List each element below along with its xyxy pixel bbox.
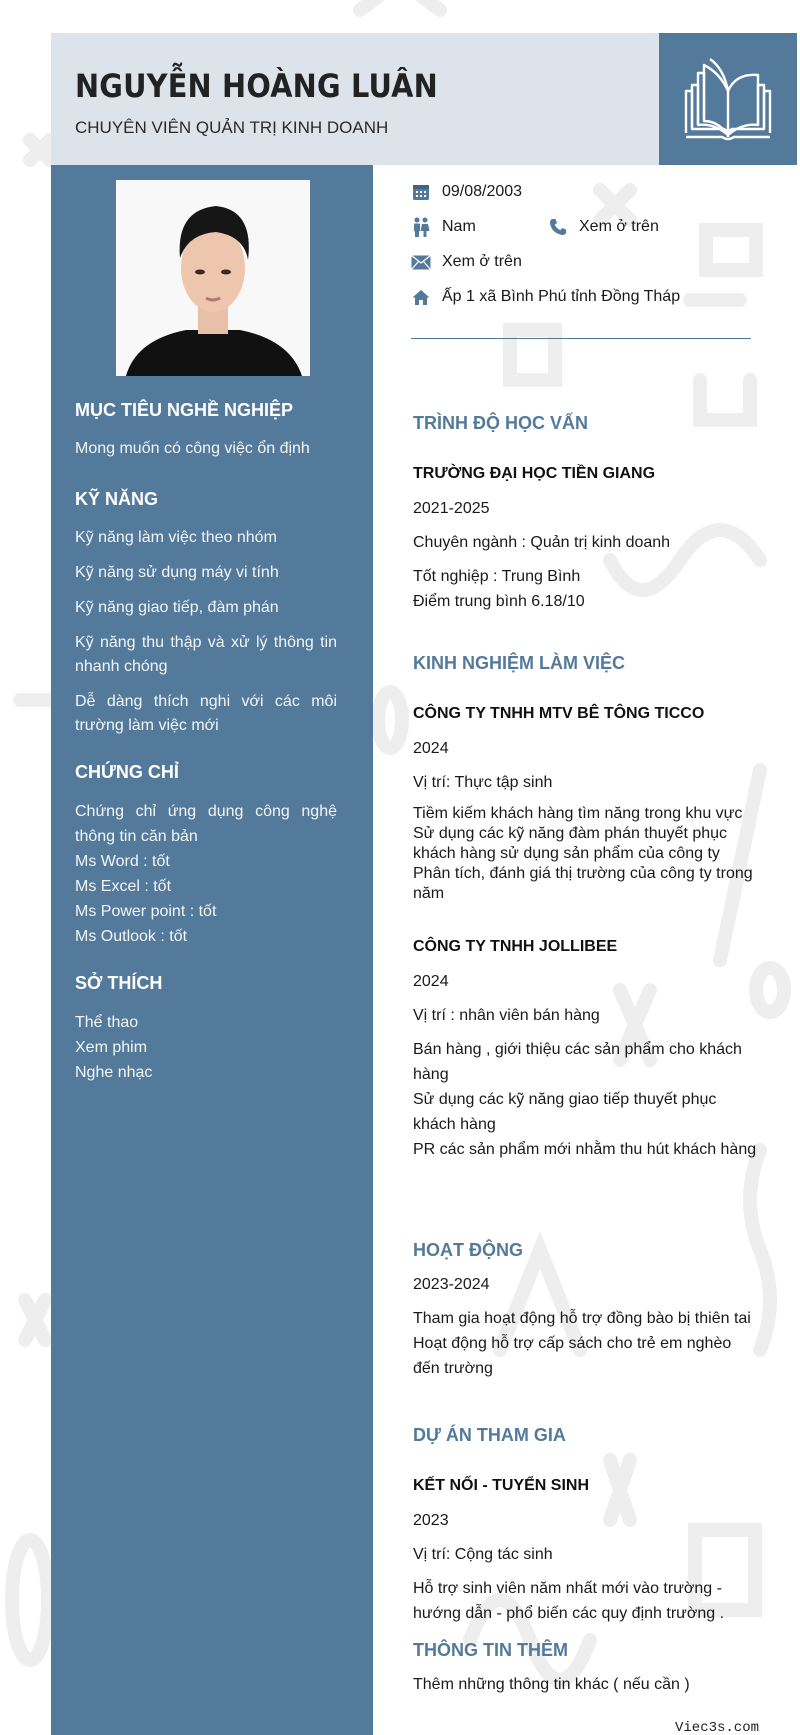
hobby-line: Nghe nhạc — [75, 1064, 153, 1081]
education-major: Chuyên ngành : Quản trị kinh doanh — [413, 534, 671, 551]
projects-title: DỰ ÁN THAM GIA — [413, 1425, 566, 1445]
header-icon-box — [659, 33, 797, 165]
objective-section — [75, 400, 337, 472]
certificates-title: CHỨNG CHỈ — [75, 762, 179, 782]
certificate-line: Ms Excel : tốt — [75, 878, 172, 895]
phone-value: Xem ở trên — [579, 218, 659, 235]
additional-section — [413, 1640, 758, 1697]
phone-icon — [547, 217, 569, 237]
email-value: Xem ở trên — [442, 253, 522, 270]
job-position: Vị trí : nhân viên bán hàng — [413, 1007, 600, 1024]
activities-section — [413, 1240, 758, 1381]
job-duty: Sử dụng các kỹ năng đàm phán thuyết phục khách hàng sử dụng sản phẩm của công ty — [413, 825, 728, 862]
skill-item: Kỹ năng làm việc theo nhóm — [75, 529, 277, 546]
contact-email — [410, 252, 522, 272]
watermark: Viec3s.com — [675, 1720, 760, 1735]
projects-section — [413, 1425, 758, 1626]
cv-header — [51, 33, 659, 165]
contact-gender — [410, 217, 476, 237]
skill-item: Kỹ năng thu thập và xử lý thông tin nhanh chóng — [75, 634, 337, 675]
additional-text: Thêm những thông tin khác ( nếu cần ) — [413, 1676, 690, 1693]
objective-text: Mong muốn có công việc ổn định — [75, 440, 310, 457]
contact-phone — [547, 217, 659, 237]
certificate-line: Ms Power point : tốt — [75, 903, 217, 920]
contact-divider — [411, 338, 751, 339]
hobby-line: Thể thao — [75, 1014, 139, 1031]
project-name: KẾT NỐI - TUYỂN SINH — [413, 1477, 590, 1494]
activity-item: Tham gia hoạt động hỗ trợ đồng bào bị thiên tai — [413, 1310, 751, 1327]
job-duty: Phân tích, đánh giá thị trường của công ty trong năm — [413, 865, 753, 902]
birthday-value: 09/08/2003 — [442, 183, 523, 200]
contact-birthday — [410, 182, 522, 202]
job-duty: PR các sản phẩm mới nhằm thu hút khách hàng — [413, 1141, 757, 1158]
education-gpa: Điểm trung bình 6.18/10 — [413, 593, 585, 610]
additional-title: THÔNG TIN THÊM — [413, 1640, 568, 1660]
hobby-line: Xem phim — [75, 1039, 148, 1056]
objective-title: MỤC TIÊU NGHỀ NGHIỆP — [75, 400, 294, 420]
school-name: TRƯỜNG ĐẠI HỌC TIỀN GIANG — [413, 465, 656, 482]
job-duty: Sử dụng các kỹ năng giao tiếp thuyết phục khách hàng — [413, 1091, 717, 1133]
skill-item: Kỹ năng giao tiếp, đàm phán — [75, 599, 279, 616]
sidebar — [51, 165, 373, 1735]
education-period: 2021-2025 — [413, 500, 490, 517]
education-section — [413, 413, 758, 614]
experience-title: KINH NGHIỆM LÀM VIỆC — [413, 653, 626, 673]
job-duty: Bán hàng , giới thiệu các sản phẩm cho khách hàng — [413, 1041, 742, 1083]
hobbies-section — [75, 973, 337, 1085]
project-description: Hỗ trợ sinh viên năm nhất mới vào trường - hướng dẫn - phổ biến các quy định trường . — [413, 1580, 725, 1622]
company-name: CÔNG TY TNHH MTV BÊ TÔNG TICCO — [413, 705, 705, 722]
job-year: 2024 — [413, 973, 449, 990]
hobbies-title: SỞ THÍCH — [75, 973, 163, 993]
activity-item: Hoạt động hỗ trợ cấp sách cho trẻ em nghèo đến trường — [413, 1335, 732, 1377]
certificates-section — [75, 762, 337, 949]
calendar-icon — [410, 182, 432, 202]
contact-address — [410, 287, 680, 307]
candidate-name: NGUYỄN HOÀNG LUÂN — [75, 67, 438, 105]
skill-item: Dễ dàng thích nghi với các môi trường làm việc mới — [75, 693, 337, 734]
project-year: 2023 — [413, 1512, 449, 1529]
education-graduation: Tốt nghiệp : Trung Bình — [413, 568, 581, 585]
job-position: Vị trí: Thực tập sinh — [413, 774, 553, 791]
home-icon — [410, 287, 432, 307]
job-title: CHUYÊN VIÊN QUẢN TRỊ KINH DOANH — [75, 118, 389, 137]
project-position: Vị trí: Cộng tác sinh — [413, 1546, 553, 1563]
job-duty: Tiềm kiếm khách hàng tìm năng trong khu vực — [413, 805, 743, 822]
certificate-line: Ms Word : tốt — [75, 853, 170, 870]
skills-title: KỸ NĂNG — [75, 489, 159, 509]
education-title: TRÌNH ĐỘ HỌC VẤN — [413, 413, 588, 433]
certificate-line: Ms Outlook : tốt — [75, 928, 188, 945]
experience-section — [413, 653, 758, 1162]
activities-title: HOẠT ĐỘNG — [413, 1240, 523, 1260]
open-book-icon — [680, 51, 776, 147]
activities-period: 2023-2024 — [413, 1276, 490, 1293]
address-value: Ấp 1 xã Bình Phú tỉnh Đồng Tháp — [442, 288, 681, 305]
gender-icon — [410, 217, 432, 237]
envelope-icon — [410, 252, 432, 272]
certificate-line: Chứng chỉ ứng dụng công nghệ thông tin căn bản — [75, 803, 337, 845]
profile-photo — [116, 180, 310, 376]
skills-section — [75, 489, 337, 749]
gender-value: Nam — [442, 218, 476, 235]
company-name: CÔNG TY TNHH JOLLIBEE — [413, 938, 618, 955]
skill-item: Kỹ năng sử dụng máy vi tính — [75, 564, 279, 581]
job-year: 2024 — [413, 740, 449, 757]
